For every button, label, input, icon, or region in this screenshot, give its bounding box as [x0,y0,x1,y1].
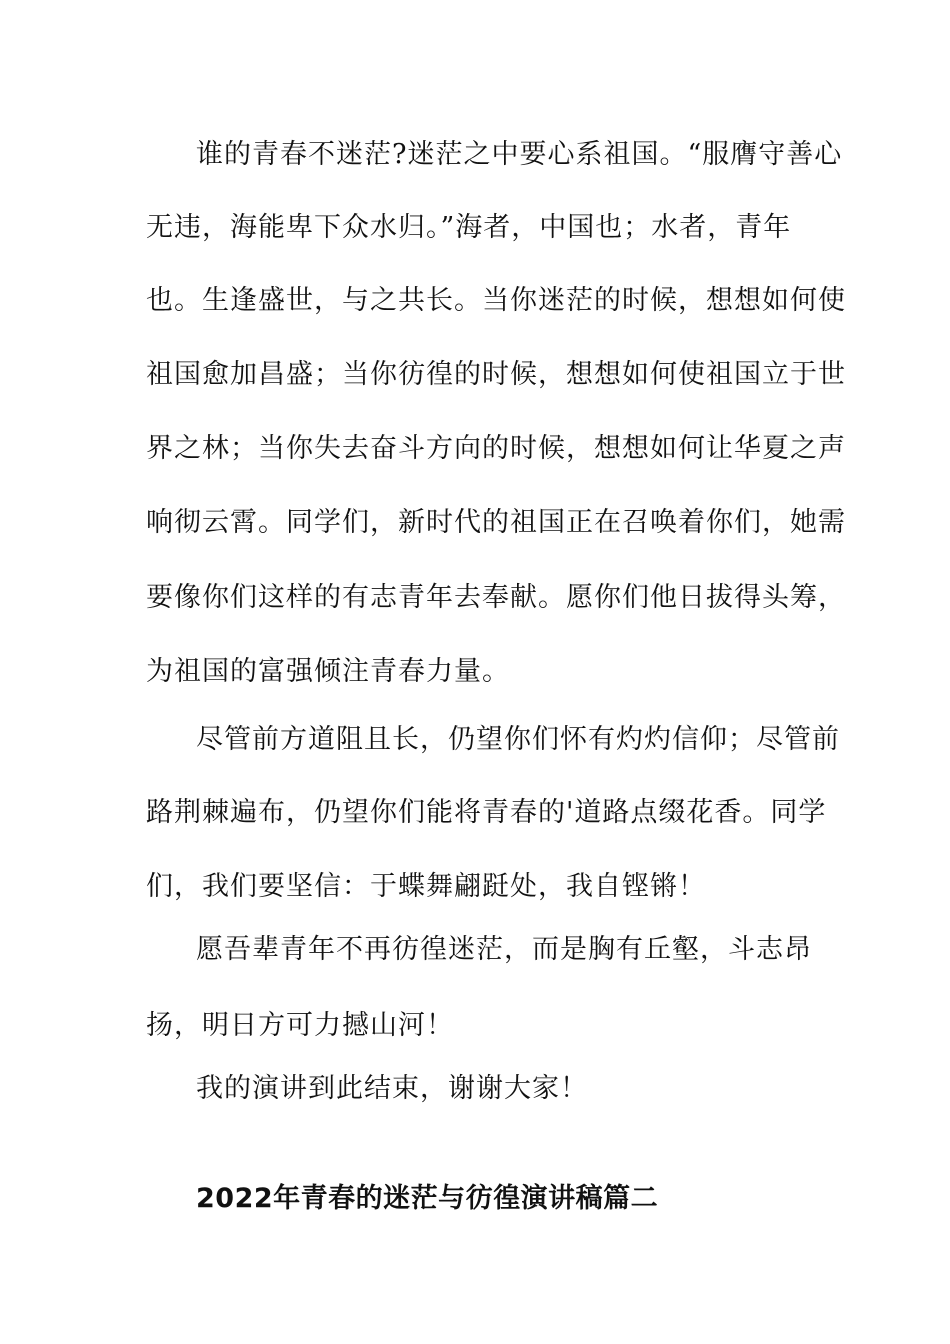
paragraph-line: 也。生逢盛世，与之共长。当你迷茫的时候，想想如何使 [146,285,846,316]
paragraph-line: 界之林；当你失去奋斗方向的时候，想想如何让华夏之声 [146,433,846,464]
paragraph-line: 响彻云霄。同学们，新时代的祖国正在召唤着你们，她需 [146,507,846,538]
paragraph-line: 谁的青春不迷茫?迷茫之中要心系祖国。“服膺守善心 [196,139,843,170]
paragraph-line: 们，我们要坚信：于蝶舞翩跹处，我自铿锵！ [146,871,706,902]
paragraph-line: 尽管前方道阻且长，仍望你们怀有灼灼信仰；尽管前 [196,724,840,755]
section-heading: 2022年青春的迷茫与彷徨演讲稿篇二 [196,1183,659,1214]
paragraph-line: 要像你们这样的有志青年去奉献。愿你们他日拔得头筹， [146,582,846,613]
paragraph-line: 为祖国的富强倾注青春力量。 [146,656,510,687]
paragraph-line: 祖国愈加昌盛；当你彷徨的时候，想想如何使祖国立于世 [146,359,846,390]
paragraph-line: 路荆棘遍布，仍望你们能将青春的'道路点缀花香。同学 [146,797,827,828]
paragraph-line: 扬，明日方可力撼山河！ [146,1010,454,1041]
paragraph-line: 我的演讲到此结束，谢谢大家！ [196,1073,588,1104]
paragraph-line: 无违，海能卑下众水归。”海者，中国也；水者，青年 [146,212,792,243]
paragraph-line: 愿吾辈青年不再彷徨迷茫，而是胸有丘壑，斗志昂 [196,934,812,965]
